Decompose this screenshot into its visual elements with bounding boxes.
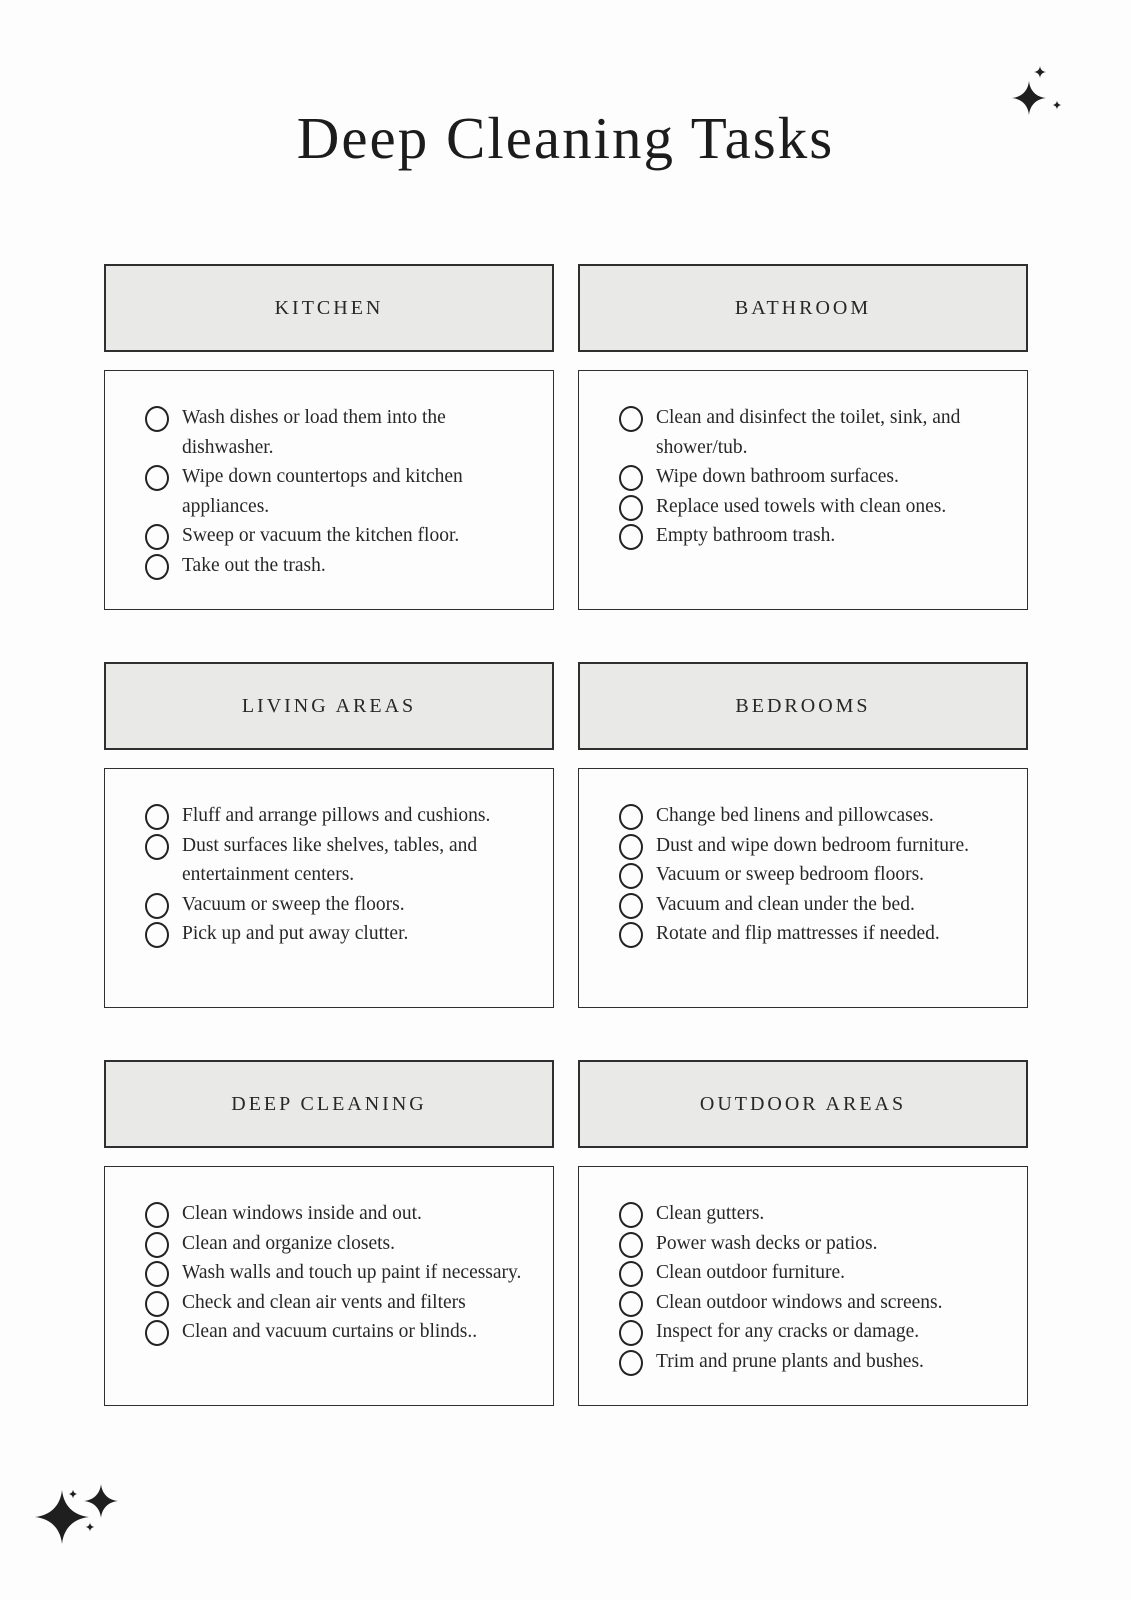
section-bathroom <box>578 264 1028 610</box>
task-label: Clean windows inside and out. <box>182 1203 422 1224</box>
task-label: Wash dishes or load them into the dishwasher. <box>182 407 446 458</box>
task-item <box>145 551 533 581</box>
section-header-deep-cleaning <box>104 1060 554 1148</box>
task-label: Rotate and flip mattresses if needed. <box>656 923 940 944</box>
task-item <box>145 1258 533 1288</box>
checkbox-circle[interactable] <box>145 1320 169 1346</box>
task-label: Vacuum or sweep bedroom floors. <box>656 864 925 885</box>
task-item <box>145 1317 533 1347</box>
task-list <box>145 403 533 580</box>
section-living-areas <box>104 662 554 1008</box>
checkbox-circle[interactable] <box>145 1232 169 1258</box>
task-label: Clean and vacuum curtains or blinds.. <box>182 1321 478 1342</box>
task-label: Dust surfaces like shelves, tables, and entertainment centers. <box>182 834 478 885</box>
section-list-deep-cleaning <box>104 1166 554 1406</box>
task-label: Change bed linens and pillowcases. <box>656 805 934 826</box>
task-item <box>619 492 1007 522</box>
task-list <box>619 1199 1007 1376</box>
checkbox-circle[interactable] <box>619 406 643 432</box>
task-label: Clean gutters. <box>656 1203 765 1224</box>
checkbox-circle[interactable] <box>619 1232 643 1258</box>
task-label: Sweep or vacuum the kitchen floor. <box>182 525 460 546</box>
task-item <box>619 890 1007 920</box>
sections-grid <box>104 264 1028 1406</box>
task-item <box>619 919 1007 949</box>
checkbox-circle[interactable] <box>619 1202 643 1228</box>
checkbox-circle[interactable] <box>145 922 169 948</box>
task-label: Empty bathroom trash. <box>656 525 836 546</box>
task-label: Clean and disinfect the toilet, sink, and shower/tub. <box>656 407 961 458</box>
task-item <box>619 1199 1007 1229</box>
task-label: Vacuum or sweep the floors. <box>182 893 405 915</box>
task-label: Wipe down countertops and kitchen appliances. <box>182 466 463 517</box>
checkbox-circle[interactable] <box>619 1291 643 1317</box>
task-item <box>619 1229 1007 1259</box>
section-title: BATHROOM <box>734 296 872 319</box>
task-item <box>145 1199 533 1229</box>
task-label: Power wash decks or patios. <box>656 1232 878 1254</box>
section-list-bedrooms <box>578 768 1028 1008</box>
task-item <box>619 1347 1007 1377</box>
checkbox-circle[interactable] <box>145 406 169 432</box>
sparkles-icon <box>28 1478 138 1568</box>
task-item <box>619 1258 1007 1288</box>
section-title: LIVING AREAS <box>241 694 417 717</box>
section-header-living-areas <box>104 662 554 750</box>
task-item <box>145 801 533 831</box>
checkbox-circle[interactable] <box>145 834 169 860</box>
task-item <box>619 801 1007 831</box>
checkbox-circle[interactable] <box>619 834 643 860</box>
checkbox-circle[interactable] <box>145 465 169 491</box>
task-item <box>619 403 1007 462</box>
task-label: Vacuum and clean under the bed. <box>656 893 915 915</box>
page-title: Deep Cleaning Tasks <box>296 105 835 171</box>
checkbox-circle[interactable] <box>619 465 643 491</box>
task-item <box>619 1288 1007 1318</box>
task-item <box>145 1229 533 1259</box>
section-header-bedrooms <box>578 662 1028 750</box>
task-label: Fluff and arrange pillows and cushions. <box>182 805 491 826</box>
task-item <box>145 890 533 920</box>
checkbox-circle[interactable] <box>619 524 643 550</box>
task-list <box>145 1199 533 1347</box>
task-label: Clean and organize closets. <box>182 1232 395 1254</box>
section-title: DEEP CLEANING <box>231 1092 427 1115</box>
checkbox-circle[interactable] <box>619 922 643 948</box>
checkbox-circle[interactable] <box>619 893 643 919</box>
section-title: BEDROOMS <box>735 694 871 717</box>
checkbox-circle[interactable] <box>145 804 169 830</box>
task-item <box>619 860 1007 890</box>
task-list <box>619 801 1007 949</box>
task-list <box>145 801 533 949</box>
checkbox-circle[interactable] <box>619 1320 643 1346</box>
task-item <box>145 831 533 890</box>
task-label: Clean outdoor furniture. <box>656 1262 845 1283</box>
task-label: Replace used towels with clean ones. <box>656 495 947 517</box>
section-list-outdoor-areas <box>578 1166 1028 1406</box>
checkbox-circle[interactable] <box>619 863 643 889</box>
checkbox-circle[interactable] <box>619 804 643 830</box>
task-item <box>619 831 1007 861</box>
task-label: Check and clean air vents and filters <box>182 1291 466 1313</box>
task-label: Pick up and put away clutter. <box>182 923 409 944</box>
checkbox-circle[interactable] <box>145 1291 169 1317</box>
section-title: KITCHEN <box>274 296 384 319</box>
task-label: Dust and wipe down bedroom furniture. <box>656 834 970 856</box>
task-label: Inspect for any cracks or damage. <box>656 1321 920 1342</box>
section-kitchen <box>104 264 554 610</box>
task-item <box>145 521 533 551</box>
task-item <box>619 462 1007 492</box>
section-bedrooms <box>578 662 1028 1008</box>
task-item <box>619 1317 1007 1347</box>
task-item <box>619 521 1007 551</box>
task-list <box>619 403 1007 551</box>
section-title: OUTDOOR AREAS <box>699 1092 907 1115</box>
checkbox-circle[interactable] <box>619 495 643 521</box>
task-item <box>145 919 533 949</box>
checkbox-circle[interactable] <box>619 1350 643 1376</box>
checkbox-circle[interactable] <box>619 1261 643 1287</box>
task-item <box>145 403 533 462</box>
section-list-living-areas <box>104 768 554 1008</box>
section-header-kitchen <box>104 264 554 352</box>
task-label: Wash walls and touch up paint if necessary. <box>182 1262 522 1283</box>
checkbox-circle[interactable] <box>145 554 169 580</box>
section-list-kitchen <box>104 370 554 610</box>
task-label: Wipe down bathroom surfaces. <box>656 466 899 487</box>
task-item <box>145 462 533 521</box>
section-deep-cleaning <box>104 1060 554 1406</box>
task-label: Clean outdoor windows and screens. <box>656 1291 943 1313</box>
checkbox-circle[interactable] <box>145 1261 169 1287</box>
checkbox-circle[interactable] <box>145 893 169 919</box>
task-label: Take out the trash. <box>182 554 326 576</box>
section-header-outdoor-areas <box>578 1060 1028 1148</box>
checkbox-circle[interactable] <box>145 524 169 550</box>
section-list-bathroom <box>578 370 1028 610</box>
section-header-bathroom <box>578 264 1028 352</box>
task-item <box>145 1288 533 1318</box>
checkbox-circle[interactable] <box>145 1202 169 1228</box>
task-label: Trim and prune plants and bushes. <box>656 1350 924 1372</box>
section-outdoor-areas <box>578 1060 1028 1406</box>
